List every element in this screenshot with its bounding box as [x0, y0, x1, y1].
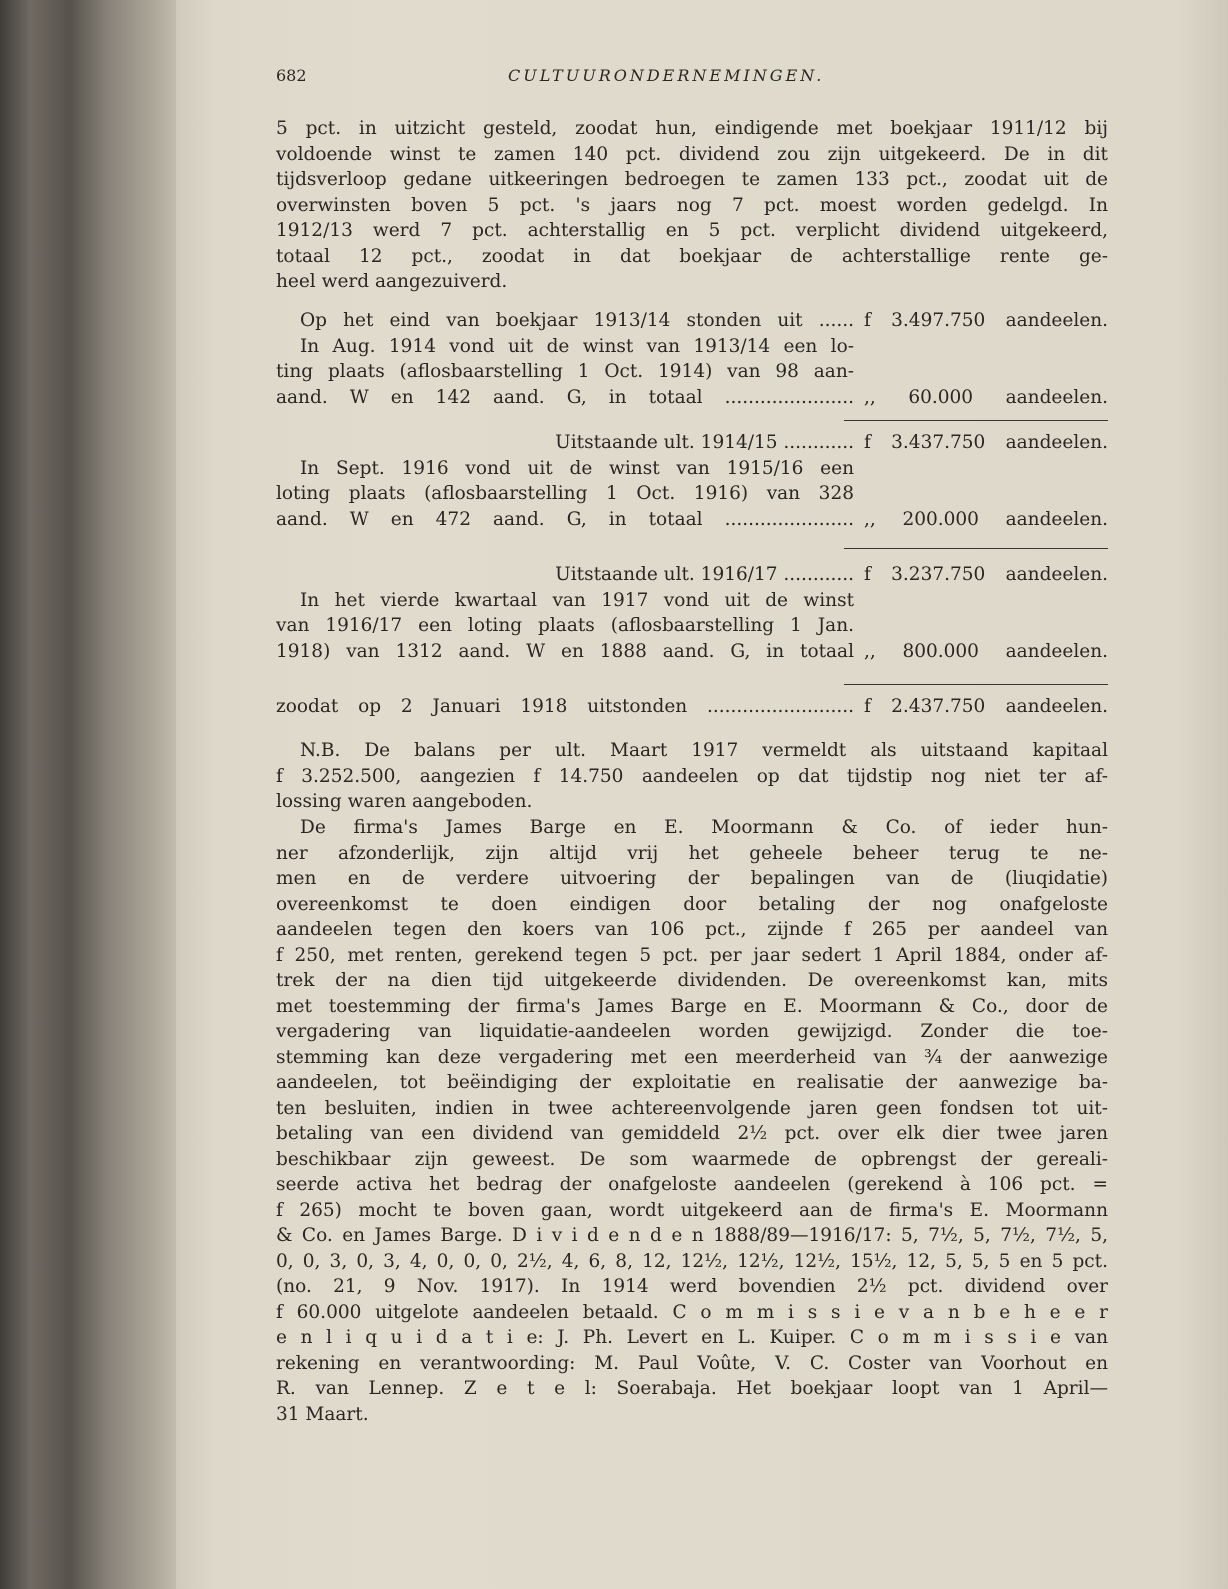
text-line: tijdsverloop gedane uitkeeringen bedroegen te zamen 133 pct., zoodat uit de: [276, 169, 1108, 190]
ledger-amount: ,, 60.000 aandeelen.: [864, 386, 1108, 408]
text-line: vergadering van liquidatie-aandeelen worden gewijzigd. Zonder die toe-: [276, 1021, 1108, 1042]
book-page: [176, 0, 1228, 1589]
share-ledger: [276, 562, 1108, 664]
text-line: 31 Maart.: [276, 1403, 369, 1425]
ledger-row: [276, 507, 1108, 533]
text-line: beschikbaar zijn geweest. De som waarmede de opbrengst der gereali-: [276, 1148, 1108, 1170]
text-line: totaal 12 pct., zoodat in dat boekjaar de achterstallige rente ge-: [276, 245, 1108, 267]
page-number: 682: [276, 66, 307, 85]
share-ledger: [276, 694, 1108, 720]
ledger-description: aand. W en 142 aand. G, in totaal ......................: [276, 386, 854, 408]
ledger-row: [276, 385, 1108, 411]
paragraph-note: [276, 738, 1108, 815]
ledger-description: In het vierde kwartaal van 1917 vond uit de winst: [300, 589, 854, 611]
text-line: aandeelen, tot beëindiging der exploitatie en realisatie der aanwezige ba-: [276, 1072, 1108, 1093]
text-line: f 250, met renten, gerekend tegen 5 pct. per jaar sedert 1 April 1884, onder af-: [276, 944, 1108, 966]
ledger-row: [276, 481, 1108, 507]
ledger-amount: ,, 200.000 aandeelen.: [864, 508, 1108, 530]
text-line: aandeelen tegen den koers van 106 pct., zijnde f 265 per aandeel van: [276, 919, 1108, 940]
text-line: 0, 0, 3, 0, 3, 4, 0, 0, 0, 2½, 4, 6, 8, 12, 12½, 12½, 12½, 15½, 12, 5, 5, 5 en 5 pct.: [276, 1250, 1108, 1272]
text-line: heel werd aangezuiverd.: [276, 271, 508, 292]
text-line: f 3.252.500, aangezien f 14.750 aandeelen op dat tijdstip nog niet ter af-: [276, 765, 1108, 787]
text-line: f 265) mocht te boven gaan, wordt uitgekeerd aan de firma's E. Moormann: [276, 1199, 1108, 1221]
ledger-amount: f 3.437.750 aandeelen.: [864, 432, 1108, 453]
ledger-description: van 1916/17 een loting plaats (aflosbaarstelling 1 Jan.: [276, 615, 854, 636]
ledger-amount: f 3.237.750 aandeelen.: [864, 564, 1108, 585]
ledger-row: [276, 334, 1108, 360]
ledger-row: [276, 613, 1108, 639]
text-line: lossing waren aangeboden.: [276, 791, 533, 812]
paragraph-main: [276, 815, 1108, 1427]
ledger-description: In Sept. 1916 vond uit de winst van 1915/16 een: [300, 457, 854, 479]
page-header: [276, 66, 1096, 88]
ledger-amount: f 3.497.750 aandeelen.: [864, 310, 1108, 331]
text-line: f 60.000 uitgelote aandeelen betaald. C o m m i s s i e v a n b e h e e r: [276, 1301, 1108, 1323]
ledger-description: loting plaats (aflosbaarstelling 1 Oct. 1916) van 328: [276, 483, 854, 504]
ledger-row: [276, 694, 1108, 720]
ledger-description: In Aug. 1914 vond uit de winst van 1913/14 een lo-: [300, 335, 854, 357]
ledger-description: ting plaats (aflosbaarstelling 1 Oct. 1914) van 98 aan-: [276, 361, 854, 382]
text-line: & Co. en James Barge. D i v i d e n d e n 1888/89—1916/17: 5, 7½, 5, 7½, 7½, 5,: [276, 1225, 1108, 1246]
text-line: R. van Lennep. Z e t e l: Soerabaja. Het boekjaar loopt van 1 April—: [276, 1378, 1108, 1399]
text-line: 1912/13 werd 7 pct. achterstallig en 5 pct. verplicht dividend uitgekeerd,: [276, 220, 1108, 241]
ledger-row: [276, 588, 1108, 614]
share-ledger: [276, 308, 1108, 410]
text-line: rekening en verantwoording: M. Paul Voûte, V. C. Coster van Voorhout en: [276, 1352, 1108, 1374]
ledger-description: 1918) van 1312 aand. W en 1888 aand. G, in totaal: [276, 640, 854, 662]
sum-rule: [844, 684, 1108, 685]
ledger-row: [276, 359, 1108, 385]
sum-rule: [844, 420, 1108, 421]
ledger-description: zoodat op 2 Januari 1918 uitstonden .........................: [276, 696, 854, 717]
ledger-amount: ,, 800.000 aandeelen.: [864, 640, 1108, 662]
text-line: 5 pct. in uitzicht gesteld, zoodat hun, eindigende met boekjaar 1911/12 bij: [276, 118, 1108, 139]
text-line: met toestemming der firma's James Barge en E. Moormann & Co., door de: [276, 995, 1108, 1017]
text-line: betaling van een dividend van gemiddeld 2½ pct. over elk dier twee jaren: [276, 1123, 1108, 1144]
ledger-row: [276, 562, 1108, 588]
text-line: ner afzonderlijk, zijn altijd vrij het geheele beheer terug te ne-: [276, 842, 1108, 864]
text-line: N.B. De balans per ult. Maart 1917 vermeldt als uitstaand kapitaal: [300, 740, 1108, 761]
text-line: overwinsten boven 5 pct. 's jaars nog 7 pct. moest worden gedelgd. In: [276, 194, 1108, 216]
ledger-description: aand. W en 472 aand. G, in totaal ......................: [276, 508, 854, 530]
text-line: seerde activa het bedrag der onafgeloste aandeelen (gerekend à 106 pct. =: [276, 1174, 1108, 1195]
ledger-description: Uitstaande ult. 1914/15 ............: [555, 432, 854, 453]
ledger-row: [276, 456, 1108, 482]
running-title: CULTUURONDERNEMINGEN.: [508, 66, 825, 85]
text-line: men en de verdere uitvoering der bepalingen van de (liuqidatie): [276, 868, 1108, 889]
text-line: (no. 21, 9 Nov. 1917). In 1914 werd bovendien 2½ pct. dividend over: [276, 1276, 1108, 1297]
text-line: trek der na dien tijd uitgekeerde dividenden. De overeenkomst kan, mits: [276, 970, 1108, 991]
text-line: overeenkomst te doen eindigen door betaling der nog onafgeloste: [276, 893, 1108, 915]
ledger-row: [276, 430, 1108, 456]
ledger-amount: f 2.437.750 aandeelen.: [864, 696, 1108, 717]
text-line: De firma's James Barge en E. Moormann & Co. of ieder hun-: [300, 817, 1108, 838]
ledger-row: [276, 308, 1108, 334]
book-spine: [0, 0, 190, 1589]
text-line: e n l i q u i d a t i e: J. Ph. Levert en L. Kuiper. C o m m i s s i e van: [276, 1327, 1108, 1348]
ledger-description: Uitstaande ult. 1916/17 ............: [555, 564, 854, 585]
sum-rule: [844, 548, 1108, 549]
text-line: stemming kan deze vergadering met een meerderheid van ¾ der aanwezige: [276, 1046, 1108, 1068]
text-line: ten besluiten, indien in twee achtereenvolgende jaren geen fondsen tot uit-: [276, 1097, 1108, 1119]
paragraph-continuation: [276, 116, 1108, 295]
share-ledger: [276, 430, 1108, 532]
text-line: voldoende winst te zamen 140 pct. dividend zou zijn uitgekeerd. De in dit: [276, 143, 1108, 165]
ledger-description: Op het eind van boekjaar 1913/14 stonden uit ......: [300, 310, 854, 331]
ledger-row: [276, 639, 1108, 665]
